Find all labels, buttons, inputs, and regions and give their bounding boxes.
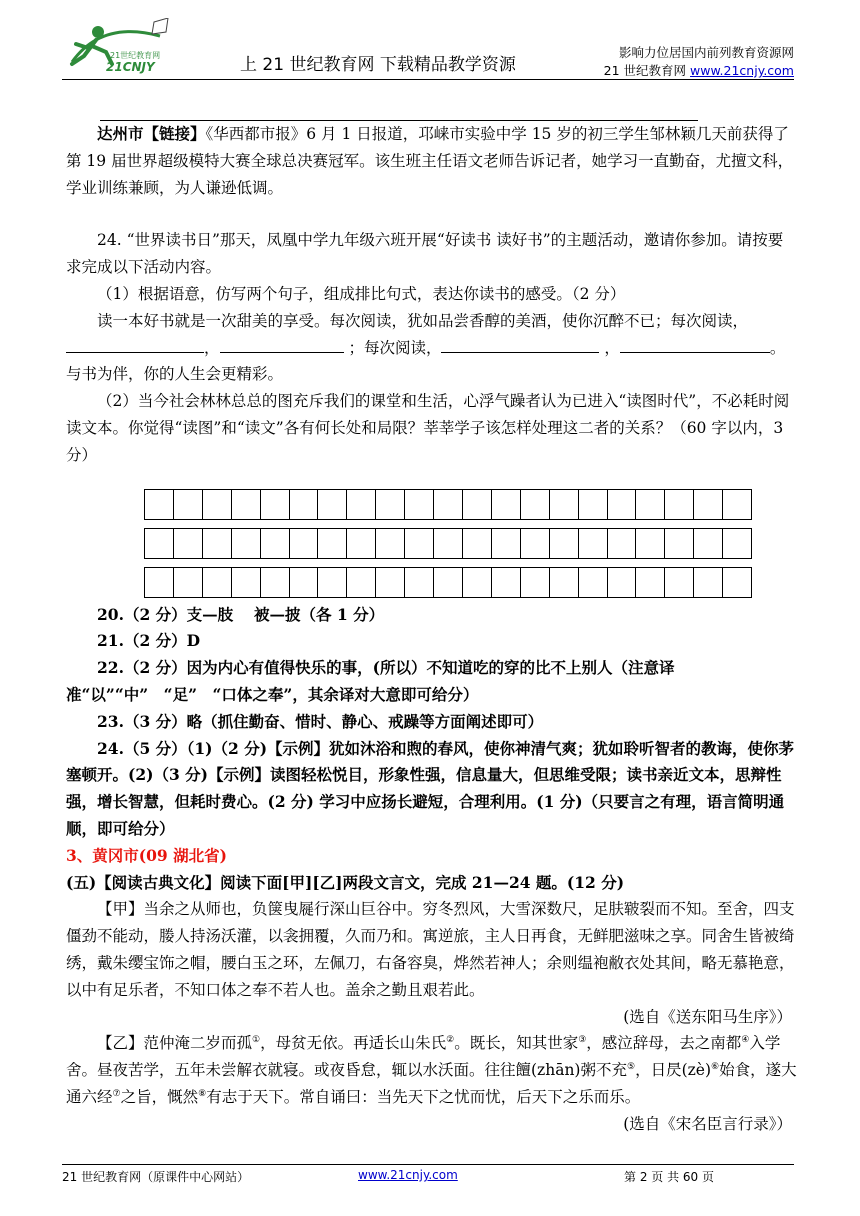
footer-page-number: 第 2 页 共 60 页 (624, 1170, 714, 1184)
fill-blank-4[interactable] (620, 336, 770, 353)
comma-1: ， (204, 338, 220, 357)
logo-text-top: 21世纪教育网 (110, 51, 161, 60)
grid-row (144, 567, 752, 598)
passage-yi: 【乙】范仲淹二岁而孤①，母贫无依。再适长山朱氏②。既长，知其世家③，感泣辞母，去之南都④入学舍。昼夜苦学，五年未尝解衣就寝。或夜昏怠，辄以水沃面。往往饘(zhān)粥不充⑤，日昃(zè)⑥始食，遂大通六经⑦之旨，慨然⑧有志于天下。常自诵曰：当先天下之忧而忧，后天下之乐而乐。 (66, 1034, 797, 1106)
q24-sub1: （1）根据语意，仿写两个句子，组成排比句式，表达你读书的感受。（2 分） (97, 284, 626, 303)
header-slogan: 影响力位居国内前列教育资源网 (618, 45, 794, 60)
header-right (604, 44, 794, 80)
answer-23: 23.（3 分）略（抓住勤奋、惜时、静心、戒躁等方面阐述即可） (97, 711, 544, 731)
fill-blank-1[interactable] (66, 336, 204, 353)
header-divider (62, 79, 794, 80)
answer-grid[interactable] (144, 489, 752, 598)
q24-sub1-text-b: 与书为伴，你的人生会更精彩。 (66, 365, 284, 384)
logo-text-bottom: 21CNJY (106, 60, 155, 74)
link-label: 达州市【链接】 (97, 124, 206, 143)
section-title: (五)【阅读古典文化】阅读下面[甲][乙]两段文言文，完成 21—24 题。(12 分) (66, 872, 625, 892)
document-body (66, 121, 798, 1138)
link-text: 《华西都市报》6 月 1 日报道，邛崃市实验中学 15 岁的初三学生邹林颖几天前获得了第 19 届世界超级模特大赛全球总决赛冠军。该生班主任语文老师告诉记者，她学习一直勤奋，尤擅文科，学业训练兼顾，为人谦逊低调。 (66, 125, 794, 197)
q24-sub1-text (66, 308, 798, 362)
section-heading: 3、黄冈市(09 湖北省) (66, 845, 227, 865)
passage-jia: 【甲】当余之从师也，负箧曳屣行深山巨谷中。穷冬烈风，大雪深数尺，足肤皲裂而不知。至舍，四支僵劲不能动，媵人持汤沃灌，以衾拥覆，久而乃和。寓逆旅，主人日再食，无鲜肥滋味之享。同舍生皆被绮绣，戴朱缨宝饰之帽，腰白玉之环，左佩刀，右备容臭，烨然若神人；余则缊袍敝衣处其间，略无慕艳意，以中有足乐者，不知口体之奉不若人也。盖余之勤且艰若此。 (66, 900, 795, 999)
fill-blank-2[interactable] (220, 336, 344, 353)
answer-24: 24.（5 分）（1)（2 分)【示例】犹如沐浴和煦的春风，使你神清气爽；犹如聆听智者的教诲，使你茅塞顿开。(2)（3 分)【示例】读图轻松悦目，形象性强，信息量大，但思维受限；读书亲近文本，思辩性强，增长智慧，但耗时费心。(2 分) 学习中应扬长避短，合理利用。(1 分)（只要言之有理，语言简明通顺，即可给分） (66, 738, 795, 838)
page-header (0, 0, 860, 80)
footer-left: 21 世纪教育网（原课件中心网站） (62, 1170, 250, 1184)
header-title: 上 21 世纪教育网 下载精品教学资源 (240, 55, 516, 75)
answer-21: 21.（2 分）D (97, 631, 201, 651)
q24-intro: 24. “世界读书日”那天，凤凰中学九年级六班开展“好读书 读好书”的主题活动，邀请你参加。请按要求完成以下活动内容。 (66, 231, 784, 277)
header-site-link[interactable]: www.21cnjy.com (690, 63, 794, 78)
footer-link[interactable]: www.21cnjy.com (358, 1168, 458, 1182)
answer-20: 20.（2 分）支—肢 被—披（各 1 分） (97, 604, 385, 624)
header-site-name: 21 世纪教育网 (603, 63, 691, 78)
q24-sub2: （2）当今社会林林总总的图充斥我们的课堂和生活，心浮气躁者认为已进入“读图时代”，不必耗时阅读文本。你觉得“读图”和“读文”各有何长处和局限？莘莘学子该怎样处理这二者的关系？（60 字以内，3 分） (66, 392, 790, 464)
passage-yi-source: (选自《宋名臣言行录》） (623, 1114, 792, 1133)
q24-sub1-text-a: 读一本好书就是一次甜美的享受。每次阅读，犹如品尝香醇的美酒，使你沉醉不已；每次阅读， (97, 311, 749, 330)
semicolon-text: ；每次阅读， (343, 338, 442, 357)
comma-2: ， (599, 338, 620, 357)
footer-divider (62, 1164, 794, 1165)
passage-jia-source: (选自《送东阳马生序》） (623, 1007, 792, 1026)
answer-22: 22.（2 分）因为内心有值得快乐的事，(所以）不知道吃的穿的比不上别人（注意译准“以”“中” “足” “口体之奉”，其余译对大意即可给分） (66, 658, 675, 704)
grid-row (144, 528, 752, 559)
period: 。 (769, 338, 786, 357)
grid-row (144, 489, 752, 520)
logo-icon (62, 18, 182, 76)
link-paragraph (66, 121, 798, 201)
fill-blank-3[interactable] (441, 336, 599, 353)
